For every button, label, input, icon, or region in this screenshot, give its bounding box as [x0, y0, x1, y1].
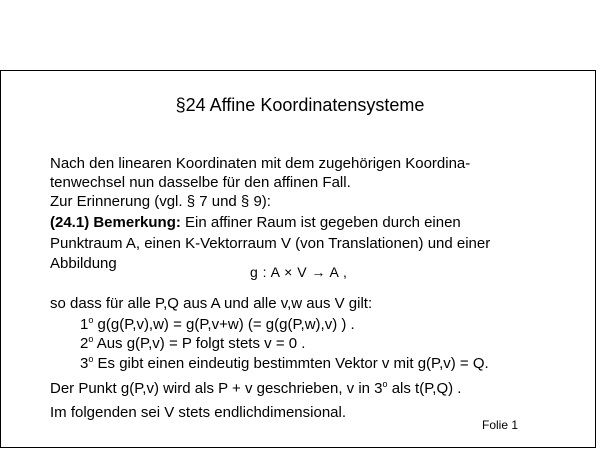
mapping-formula: g : A × V → A , — [250, 264, 348, 280]
item-text: g(g(P,v),w) = g(P,v+w) (= g(g(P,w),v) ) . — [93, 316, 355, 333]
item-ordinal: o — [88, 334, 94, 344]
condition-intro: so dass für alle P,Q aus A und alle v,w aus V gilt: — [50, 295, 373, 312]
item-ordinal: o — [88, 354, 94, 364]
item-number: 3 — [80, 355, 89, 372]
remark-label: (24.1) Bemerkung: — [50, 214, 181, 231]
item-text: Es gibt einen eindeutig bestimmten Vektor v mit g(P,v) = Q. — [93, 355, 489, 372]
item-number: 1 — [80, 316, 89, 333]
intro-line-2: tenwechsel nun dasselbe für den affinen Fall. — [50, 174, 351, 191]
notation-ordinal: o — [382, 379, 388, 389]
slide-title: §24 Affine Koordinatensysteme — [175, 95, 425, 115]
item-number: 2 — [80, 335, 89, 352]
remark-text: Ein affiner Raum ist gegeben durch einen — [180, 214, 461, 231]
remark-line-3: Abbildung — [50, 255, 117, 272]
remark-line-1 — [50, 213, 461, 232]
notation-text-b: als t(P,Q) . — [387, 380, 462, 397]
dimension-note: Im folgenden sei V stets endlichdimensional. — [50, 404, 347, 421]
notation-text-a: Der Punkt g(P,v) wird als P + v geschrieben, v in 3 — [50, 380, 383, 397]
slide-number: Folie 1 — [482, 418, 519, 432]
condition-item — [80, 334, 305, 353]
condition-item — [80, 315, 355, 334]
notation-line — [50, 379, 461, 398]
item-ordinal: o — [88, 315, 94, 325]
condition-item — [80, 354, 489, 373]
intro-line-1: Nach den linearen Koordinaten mit dem zugehörigen Koordina- — [50, 155, 471, 172]
remark-line-2: Punktraum A, einen K-Vektorraum V (von Translationen) und einer — [50, 235, 491, 252]
item-text: Aus g(P,v) = P folgt stets v = 0 . — [93, 335, 306, 352]
intro-line-3: Zur Erinnerung (vgl. § 7 und § 9): — [50, 193, 271, 210]
